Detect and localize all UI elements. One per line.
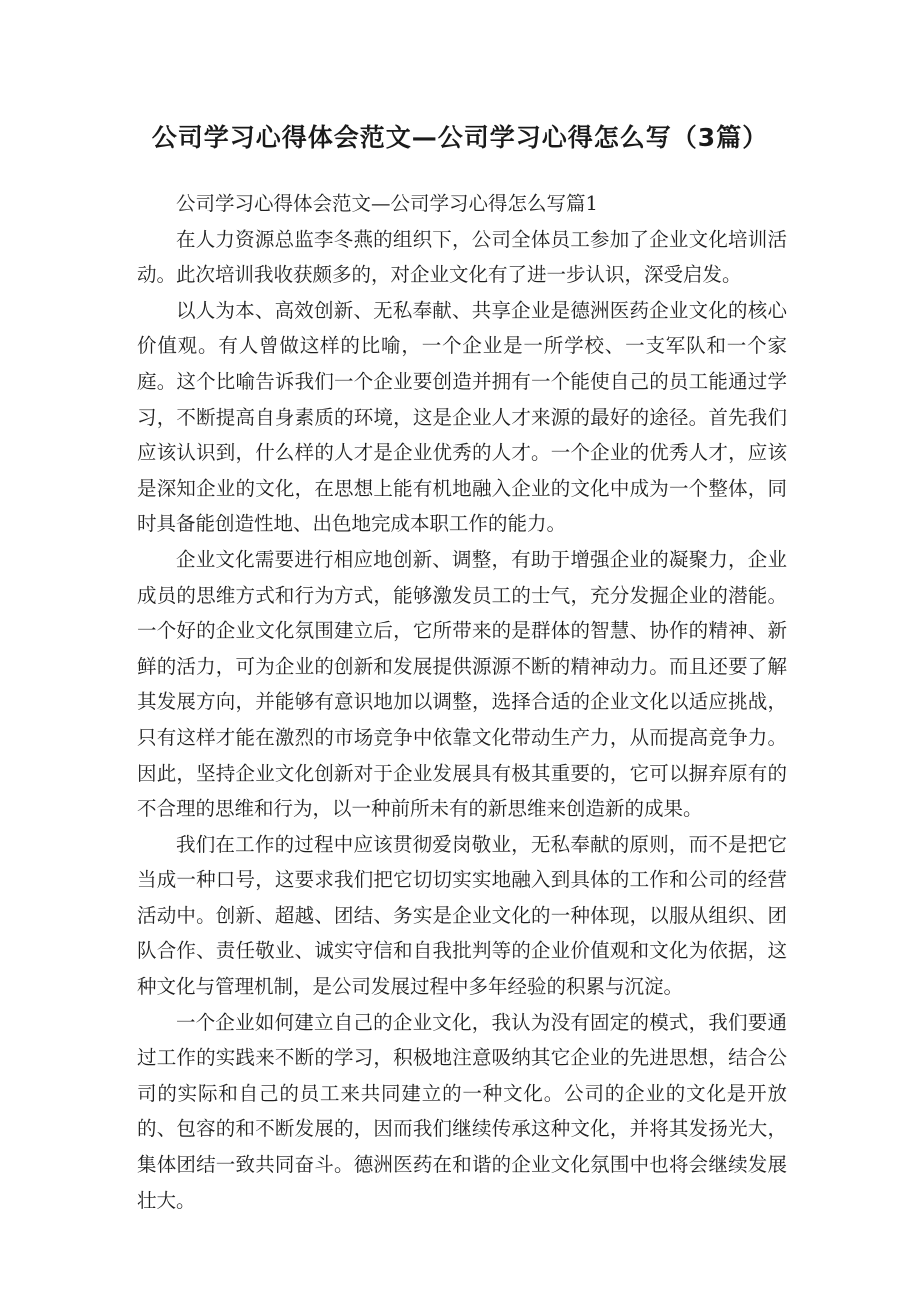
paragraph-2: 以人为本、高效创新、无私奉献、共享企业是德洲医药企业文化的核心价值观。有人曾做这样的比喻，一个企业是一所学校、一支军队和一个家庭。这个比喻告诉我们一个企业要创造并拥有一个能使自己的员工能通过学习，不断提高自身素质的环境，这是企业人才来源的最好的途径。首先我们应该认识到，什么样的人才是企业优秀的人才。一个企业的优秀人才，应该是深知企业的文化，在思想上能有机地融入企业的文化中成为一个整体，同时具备能创造性地、出色地完成本职工作的能力。: [137, 298, 787, 536]
paragraph-5: 一个企业如何建立自己的企业文化，我认为没有固定的模式，我们要通过工作的实践来不断的学习，积极地注意吸纳其它企业的先进思想，结合公司的实际和自己的员工来共同建立的一种文化。公司的企业的文化是开放的、包容的和不断发展的，因而我们继续传承这种文化，并将其发扬光大，集体团结一致共同奋斗。德洲医药在和谐的企业文化氛围中也将会继续发展壮大。: [137, 1010, 787, 1212]
paragraph-1: 在人力资源总监李冬燕的组织下，公司全体员工参加了企业文化培训活动。此次培训我收获颇多的，对企业文化有了进一步认识，深受启发。: [137, 227, 787, 287]
section-subtitle: 公司学习心得体会范文—公司学习心得怎么写篇1: [176, 192, 598, 215]
document-body: [137, 186, 787, 1218]
paragraph-3: 企业文化需要进行相应地创新、调整，有助于增强企业的凝聚力，企业成员的思维方式和行为方式，能够激发员工的士气，充分发掘企业的潜能。一个好的企业文化氛围建立后，它所带来的是群体的智慧、协作的精神、新鲜的活力，可为企业的创新和发展提供源源不断的精神动力。而且还要了解其发展方向，并能够有意识地加以调整，选择合适的企业文化以适应挑战，只有这样才能在激烈的市场竞争中依靠文化带动生产力，从而提高竞争力。因此，坚持企业文化创新对于企业发展具有极其重要的，它可以摒弃原有的不合理的思维和行为，以一种前所未有的新思维来创造新的成果。: [137, 547, 787, 821]
paragraph-4: 我们在工作的过程中应该贯彻爱岗敬业，无私奉献的原则，而不是把它当成一种口号，这要求我们把它切切实实地融入到具体的工作和公司的经营活动中。创新、超越、团结、务实是企业文化的一种体现，以服从组织、团队合作、责任敬业、诚实守信和自我批判等的企业价值观和文化为依据，这种文化与管理机制，是公司发展过程中多年经验的积累与沉淀。: [137, 832, 787, 999]
document-title: 公司学习心得体会范文—公司学习心得怎么写（3篇）: [151, 123, 769, 152]
